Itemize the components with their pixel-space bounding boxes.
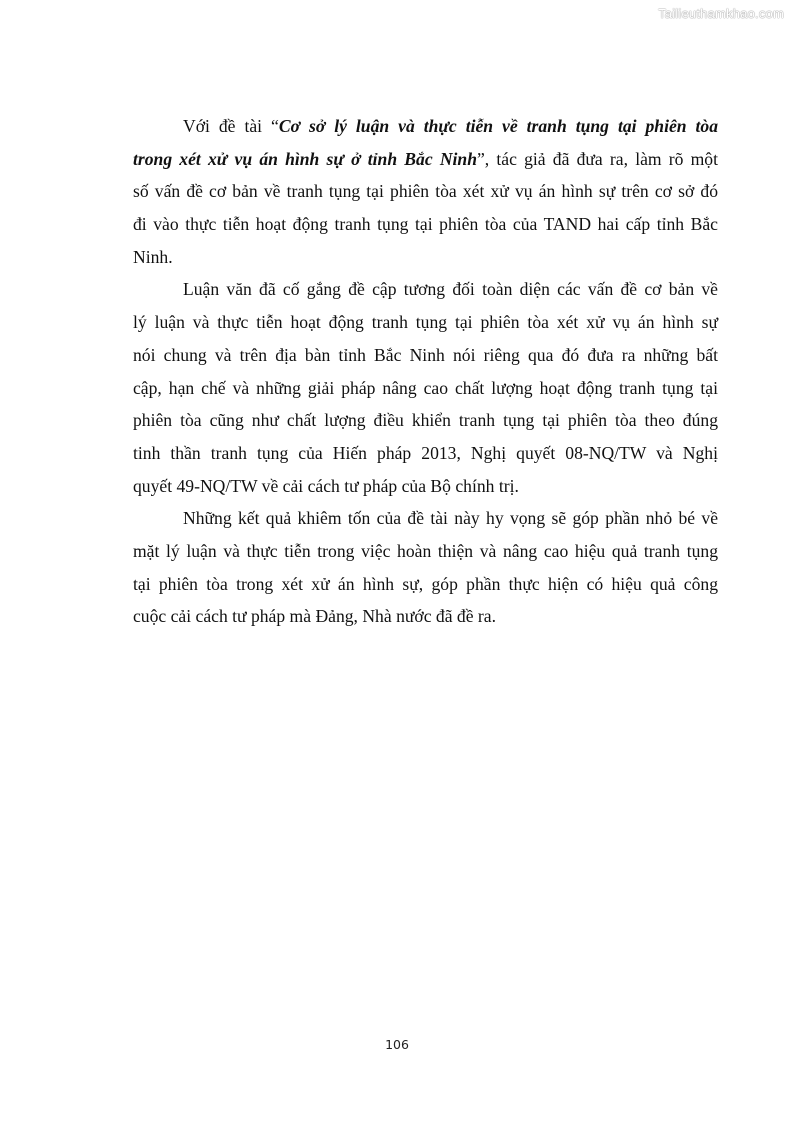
watermark: Tailieuthamkhao.com <box>658 6 784 21</box>
text-line <box>133 175 718 208</box>
text-line <box>133 306 718 339</box>
text-segment: tại phiên tòa trong xét xử án hình sự, góp phần thực hiện có hiệu quả công <box>133 573 718 594</box>
text-segment: phiên tòa cũng như chất lượng điều khiển tranh tụng tại phiên tòa theo đúng <box>133 410 718 431</box>
text-line <box>133 600 718 633</box>
text-line <box>133 502 718 535</box>
text-segment: quyết 49-NQ/TW về cải cách tư pháp của Bộ chính trị. <box>133 475 519 496</box>
text-segment: Với đề tài “ <box>183 116 279 136</box>
text-segment: Ninh. <box>133 246 173 267</box>
text-line <box>133 241 718 274</box>
page-number: 106 <box>385 1037 409 1052</box>
text-segment: mặt lý luận và thực tiễn trong việc hoàn thiện và nâng cao hiệu quả tranh tụng <box>133 540 718 561</box>
text-line <box>133 372 718 405</box>
text-segment: số vấn đề cơ bản về tranh tụng tại phiên tòa xét xử vụ án hình sự trên cơ sở đó <box>133 181 718 202</box>
text-line <box>133 535 718 568</box>
text-line <box>133 568 718 601</box>
text-segment: Những kết quả khiêm tốn của đề tài này hy vọng sẽ góp phần nhỏ bé về <box>183 508 718 529</box>
text-segment: tinh thần tranh tụng của Hiến pháp 2013, Nghị quyết 08-NQ/TW và Nghị <box>133 442 718 463</box>
text-line <box>133 273 718 306</box>
text-line <box>133 404 718 437</box>
text-line <box>133 437 718 470</box>
text-line <box>133 208 718 241</box>
text-segment: lý luận và thực tiễn hoạt động tranh tụng tại phiên tòa xét xử vụ án hình sự <box>133 312 718 333</box>
paragraph <box>133 110 718 273</box>
text-segment: cập, hạn chế và những giải pháp nâng cao chất lượng hoạt động tranh tụng tại <box>133 377 718 398</box>
text-line <box>133 470 718 503</box>
paragraph <box>133 502 718 633</box>
text-segment: đi vào thực tiễn hoạt động tranh tụng tại phiên tòa của TAND hai cấp tỉnh Bắc <box>133 214 718 235</box>
text-segment: cuộc cải cách tư pháp mà Đảng, Nhà nước đã đề ra. <box>133 606 496 627</box>
text-line <box>133 110 718 143</box>
text-line <box>133 339 718 372</box>
emphasized-title-text: trong xét xử vụ án hình sự ở tỉnh Bắc Ninh <box>133 148 477 169</box>
emphasized-title-text: Cơ sở lý luận và thực tiễn về tranh tụng tại phiên tòa <box>278 116 719 136</box>
document-body <box>133 110 718 633</box>
paragraph <box>133 273 718 502</box>
text-segment: nói chung và trên địa bàn tỉnh Bắc Ninh nói riêng qua đó đưa ra những bất <box>133 344 718 365</box>
text-line <box>133 143 718 176</box>
text-segment: ”, tác giả đã đưa ra, làm rõ một <box>477 148 718 169</box>
text-segment: Luận văn đã cố gắng đề cập tương đối toàn diện các vấn đề cơ bản về <box>183 279 718 300</box>
